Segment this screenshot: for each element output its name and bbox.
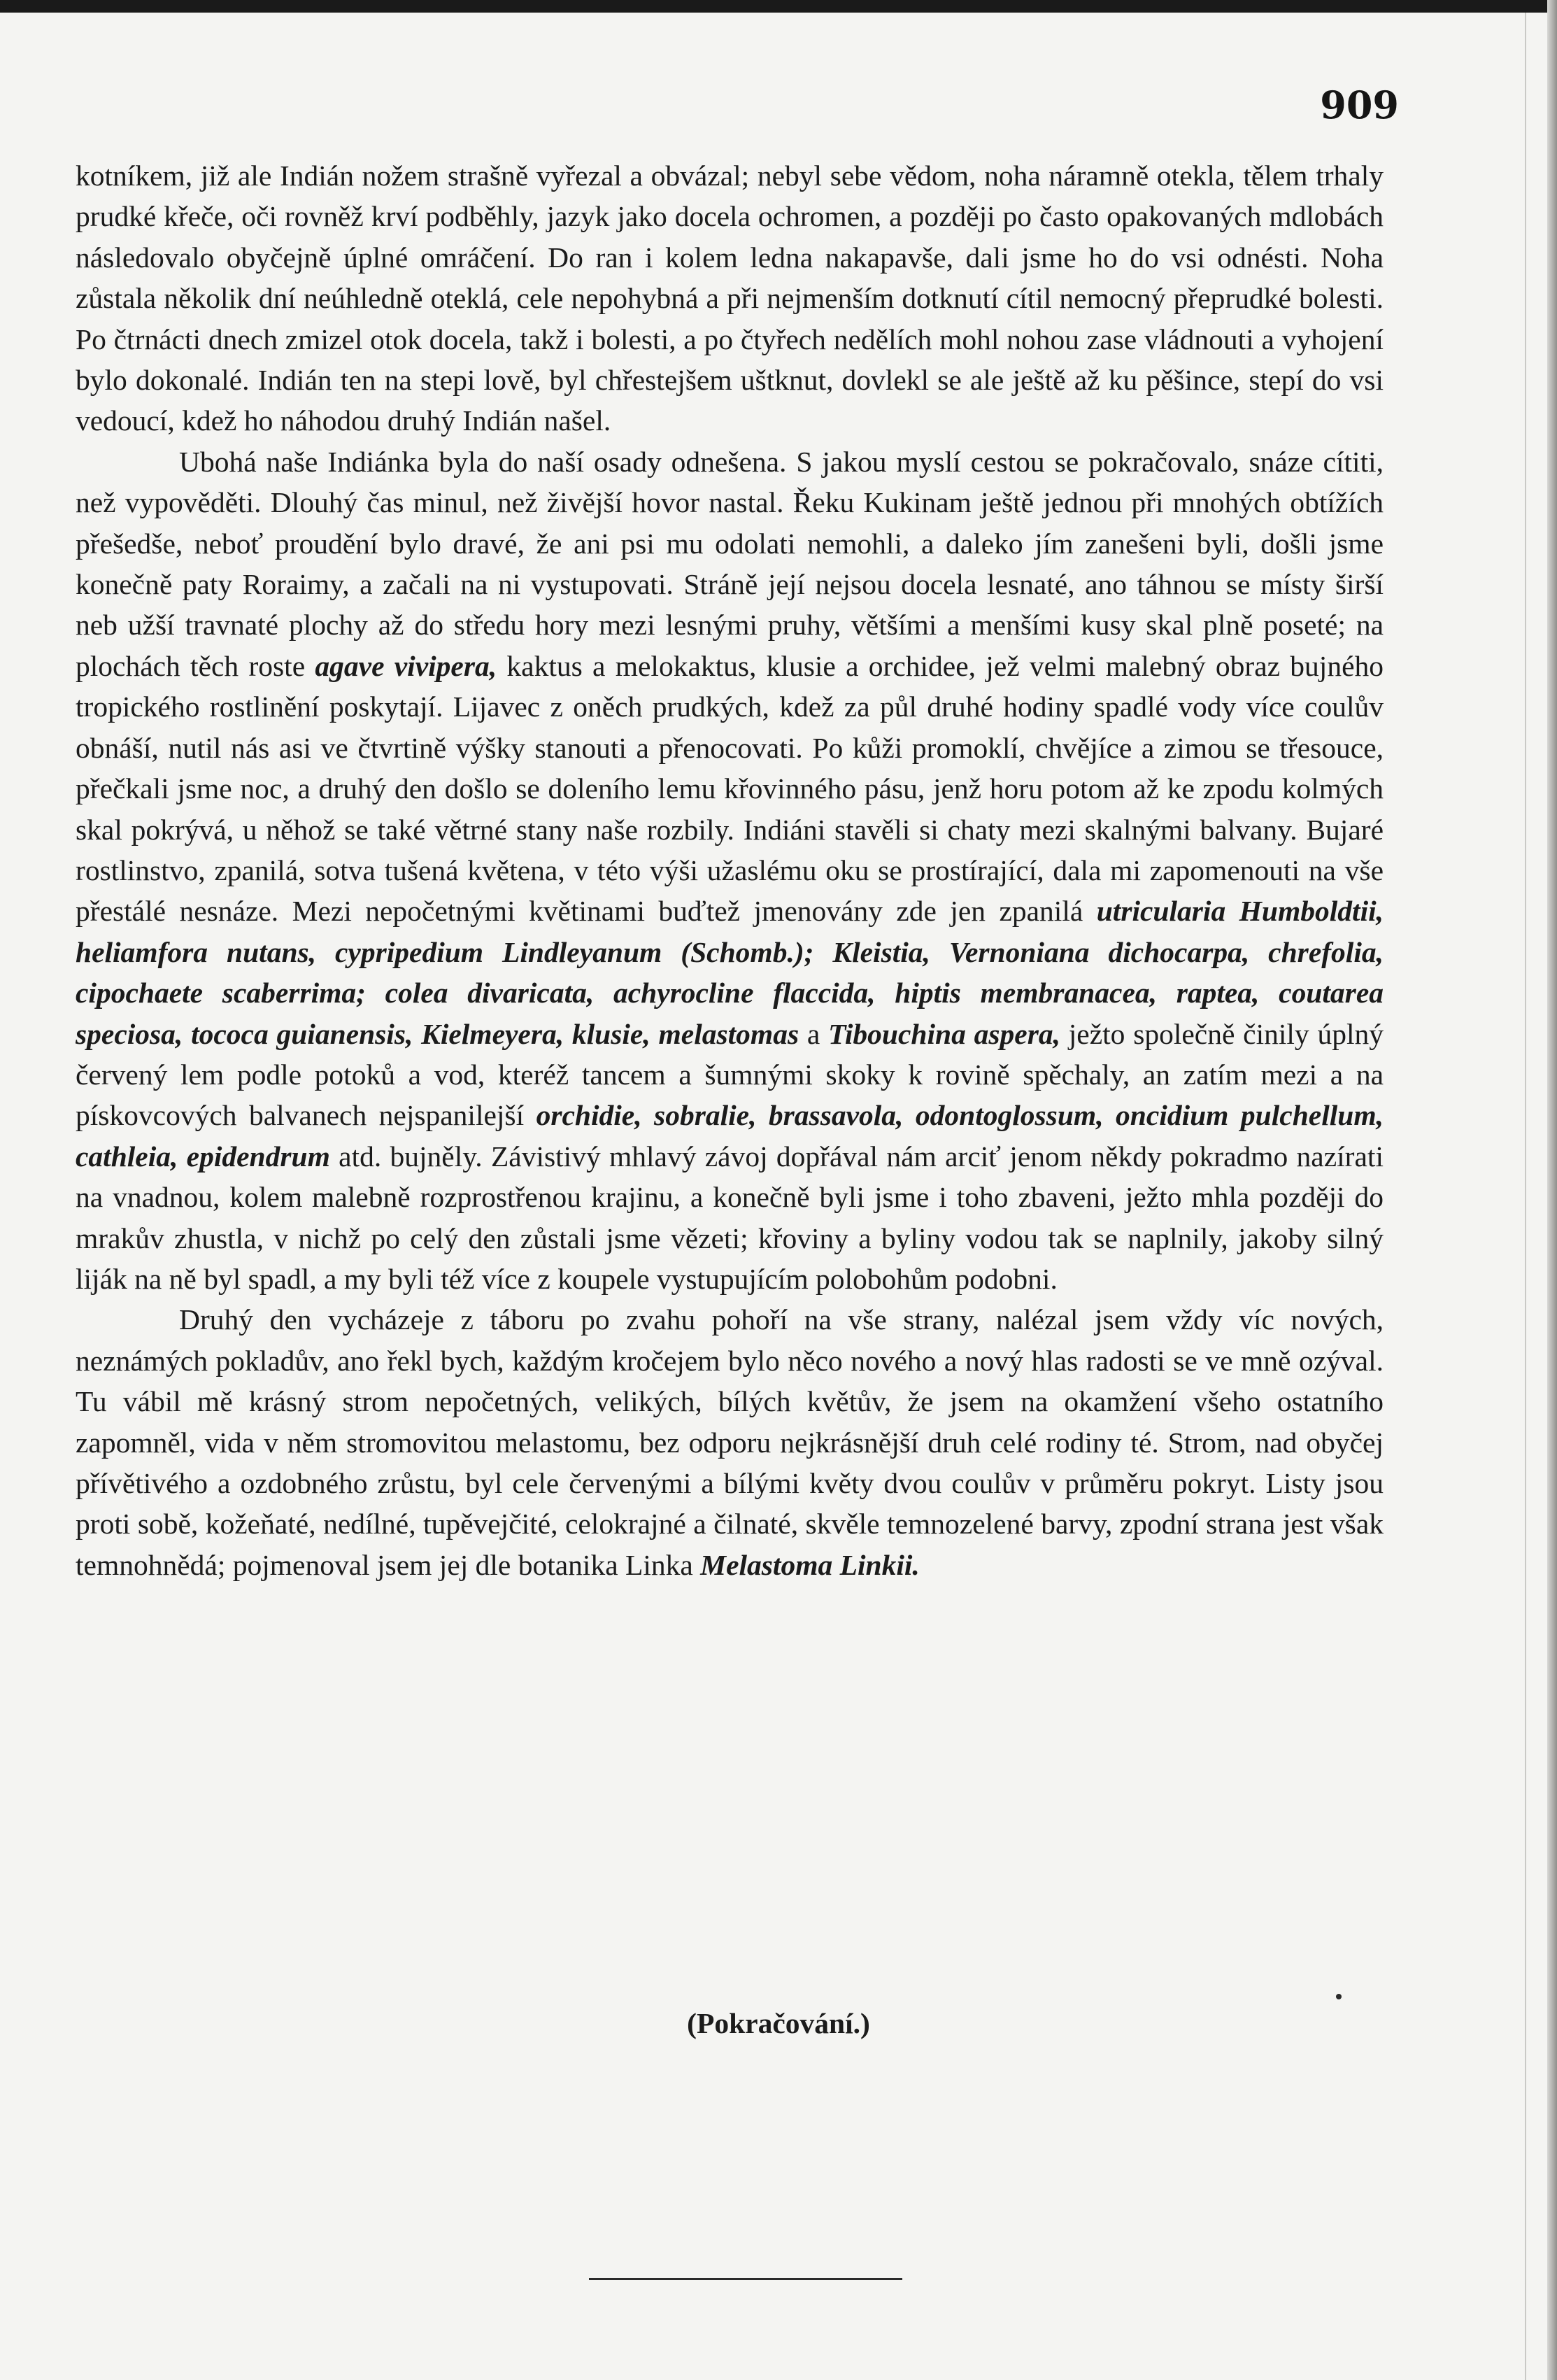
latin-name-run: Tibouchina aspera, [828, 1017, 1060, 1050]
text-run: Ubohá naše Indiánka byla do naší osady odnešena. S jakou myslí cestou se pokračovalo, snáze cítiti, než vypověděti. Dlouhý čas minul, než živější hovor nastal. Řeku Kukinam ještě jednou při mnohých obtížích přešedše, neboť proudění bylo dravé, že ani psi mu odolati nemohli, a daleko jím zanešeni byli, došli jsme konečně paty Roraimy, a začali na ni vystupovati. Stráně její nejsou docela lesnaté, ano táhnou se místy širší neb užší travnaté plochy až do středu hory mezi lesnými pruhy, většími a menšími kusy skal plně poseté; na plochách těch roste [76, 445, 1384, 682]
text-run: atd. bujněly. Závistivý mhlavý závoj dopřával nám arciť jenom někdy pokradmo nazírati na vnadnou, kolem malebně rozprostřenou krajinu, a konečně byli jsme i toho zbaveni, ježto mhla později do mrakův zhustla, v nichž po celý den zůstali jsme vězeti; křoviny a byliny vodou tak se naplnily, jakoby silný liják na ně byl spadl, a my byli též více z koupele vystupujícím polobohům podobni. [76, 1140, 1384, 1295]
paragraph [76, 155, 1384, 441]
latin-name-run: Melastoma Linkii. [700, 1548, 920, 1581]
latin-name-run: utricularia Humboldtii, heliamfora nutans, cypripedium Lindleyanum (Schomb.); Kleistia, Vernoniana dichocarpa, chrefolia, cipochaete scaberrima; colea divaricata, achyrocline flaccida, hiptis membranacea, raptea, coutarea speciosa, tococa guianensis, Kielmeyera, klusie, melastomas [76, 895, 1384, 1050]
paragraph [76, 1299, 1384, 1585]
ink-speck [1336, 1994, 1342, 1999]
text-run: kotníkem, již ale Indián nožem strašně vyřezal a obvázal; nebyl sebe vědom, noha náramně otekla, tělem trhaly prudké křeče, oči rovněž krví podběhly, jazyk jako docela ochromen, a později po často opakovaných mdlobách následovalo obyčejně úplné omráčení. Do ran i kolem ledna nakapavše, dali jsme ho do vsi odnésti. Noha zůstala několik dní neúhledně oteklá, cele nepohybná a při nejmenším dotknutí cítil nemocný přeprudké bolesti. Po čtrnácti dnech zmizel otok docela, takž i bolesti, a po čtyřech nedělích mohl nohou zase vládnouti a vyhojení bylo dokonalé. Indián ten na stepi lově, byl chřestejšem uštknut, dovlekl se ale ještě až ku pěšince, stepí do vsi vedoucí, kdež ho náhodou druhý Indián našel. [76, 160, 1384, 437]
text-run: a [799, 1017, 829, 1050]
text-run: kaktus a melokaktus, klusie a orchidee, jež velmi malebný obraz bujného tropického rostlinění poskytají. Lijavec z oněch prudkých, kdež za půl druhé hodiny spadlé vody více coulův obnáší, nutil nás asi ve čtvrtině výšky stanouti a přenocovati. Po kůži promoklí, chvějíce a zimou se třesouce, přečkali jsme noc, a druhý den došlo se doleního lemu křovinného pásu, jenž horu potom až ke zpodu kolmých skal pokrývá, u něhož se také větrné stany naše rozbily. Indiáni stavěli si chaty mezi skalnými balvany. Bujaré rostlinstvo, zpanilá, sotva tušená květena, v této výši užaslému oku se prostírající, dala mi zapomenouti na vše přestálé nesnáze. Mezi nepočetnými květinami buďtež jmenovány zde jen zpanilá [76, 649, 1384, 928]
paragraph [76, 441, 1384, 1300]
latin-name-run: agave vivipera, [315, 649, 497, 682]
continuation-note: (Pokračování.) [687, 2007, 870, 2039]
body-text [76, 155, 1384, 1585]
page-number: 909 [1320, 83, 1399, 127]
text-run: Druhý den vycházeje z táboru po zvahu pohoří na vše strany, nalézal jsem vždy víc nových, neznámých pokladův, ano řekl bych, každým kročejem bylo něco nového a nový hlas radosti se ve mně ozýval. Tu vábil mě krásný strom nepočetných, velikých, bílých květův, že jsem na okamžení všeho ostatního zapomněl, vida v něm stromovitou melastomu, bez odporu nejkrásnější druh celé rodiny té. Strom, nad obyčej přívětivého a ozdobného zrůstu, byl cele červenými a bílými květy dvou coulův v průměru pokryt. Listy jsou proti sobě, kožeňaté, nedílné, tupěvejčité, celokrajné a čilnaté, skvěle temnozelené barvy, zpodní strana jest však temnohnědá; pojmenoval jsem jej dle botanika Linka [76, 1303, 1384, 1581]
latin-name-run: orchidie, sobralie, brassavola, odontoglossum, oncidium pulchellum, cathleia, epidendrum [76, 1099, 1384, 1173]
scan-top-border [0, 0, 1557, 13]
end-rule [589, 2278, 902, 2280]
text-run: ježto společně činily úplný červený lem podle potoků a vod, kteréž tancem a šumnými skoky k rovině spěchaly, an zatím mezi a na pískovcových balvanech nejspanilejší [76, 1017, 1384, 1132]
